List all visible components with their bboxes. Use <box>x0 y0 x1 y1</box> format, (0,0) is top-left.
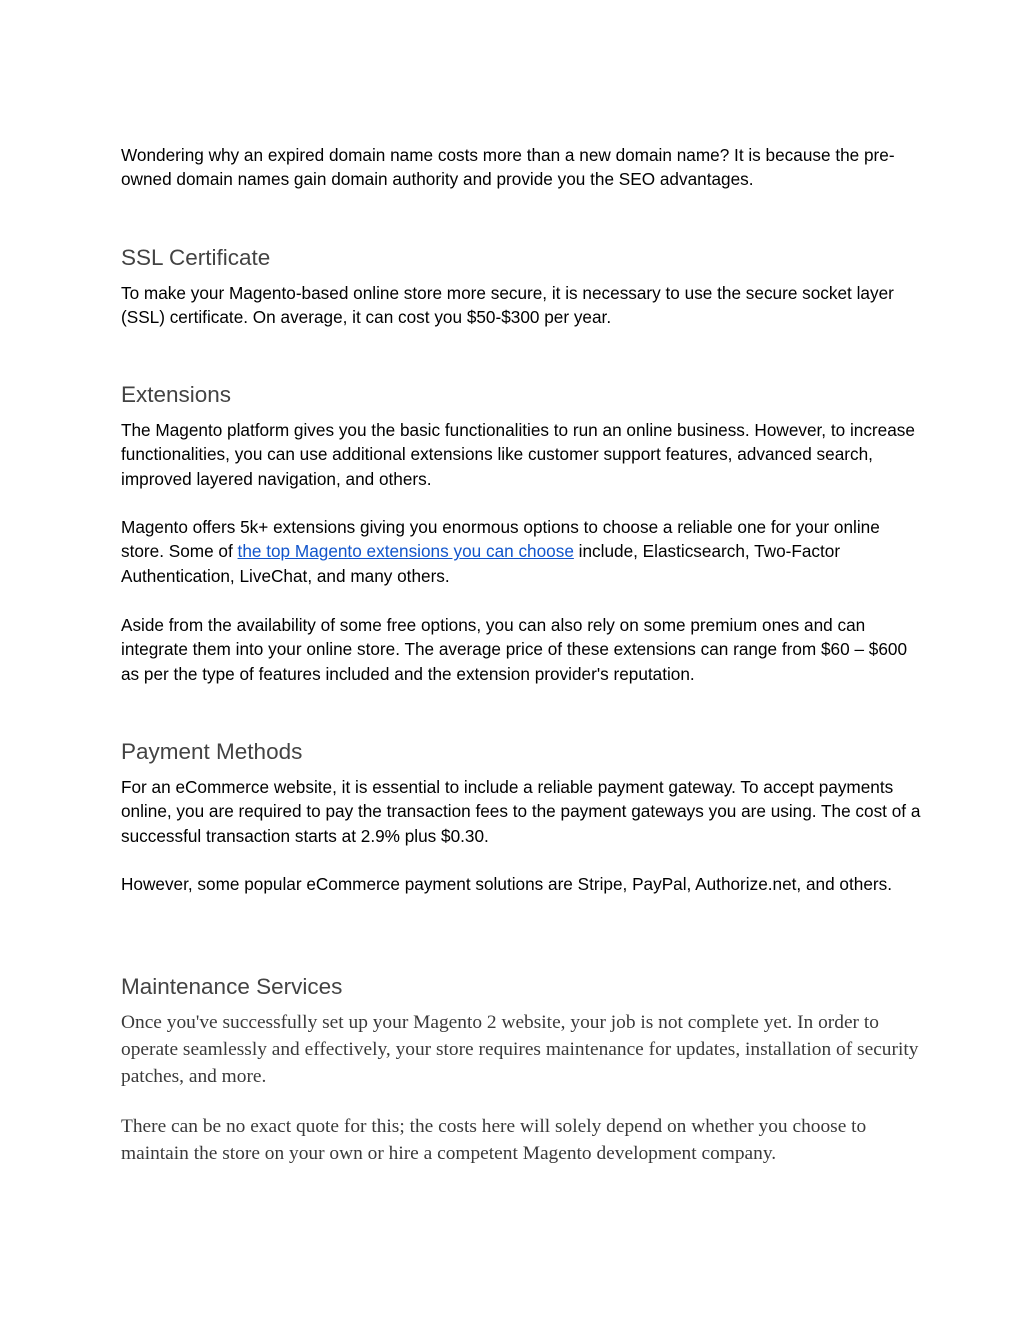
payment-paragraph-1: For an eCommerce website, it is essential to include a reliable payment gateway. To accept payments online, you are required to pay the transaction fees to the payment gateways you are using. The cost of a successful transaction starts at 2.9% plus $0.30. <box>121 777 921 846</box>
extensions-paragraph-1: The Magento platform gives you the basic functionalities to run an online business. However, to increase functionalities, you can use additional extensions like customer support features, advanced search, improved layered navigation, and others. <box>121 420 915 489</box>
extensions-paragraph-3: Aside from the availability of some free options, you can also rely on some premium ones and can integrate them into your online store. The average price of these extensions can range from $60 – $600 as per the type of features included and the extension provider's reputation. <box>121 615 908 684</box>
payment-paragraph-2: However, some popular eCommerce payment solutions are Stripe, PayPal, Authorize.net, and others. <box>121 874 892 894</box>
extensions-paragraph-2-after: include, Elasticsearch, Two-Factor Authentication, LiveChat, and many others. <box>121 541 841 586</box>
intro-paragraph: Wondering why an expired domain name costs more than a new domain name? It is because the pre-owned domain names gain domain authority and provide you the SEO advantages. <box>121 145 895 190</box>
maintenance-paragraph-2: There can be no exact quote for this; the costs here will solely depend on whether you choose to maintain the store on your own or hire a competent Magento development company. <box>121 1116 867 1164</box>
extensions-paragraph-2-before: Magento offers 5k+ extensions giving you enormous options to choose a reliable one for your online store. Some of <box>121 517 880 562</box>
maintenance-paragraph-1: Once you've successfully set up your Magento 2 website, your job is not complete yet. In order to operate seamlessly and effectively, your store requires maintenance for updates, installation of security patches, and more. <box>121 1012 919 1087</box>
ssl-heading: SSL Certificate <box>121 245 271 270</box>
maintenance-heading: Maintenance Services <box>121 974 343 999</box>
top-extensions-link[interactable]: the top Magento extensions you can choose <box>237 541 574 562</box>
extensions-paragraph-2 <box>121 515 921 588</box>
ssl-paragraph: To make your Magento-based online store more secure, it is necessary to use the secure socket layer (SSL) certificate. On average, it can cost you $50-$300 per year. <box>121 283 894 328</box>
payment-heading: Payment Methods <box>121 739 303 764</box>
extensions-heading: Extensions <box>121 382 232 407</box>
